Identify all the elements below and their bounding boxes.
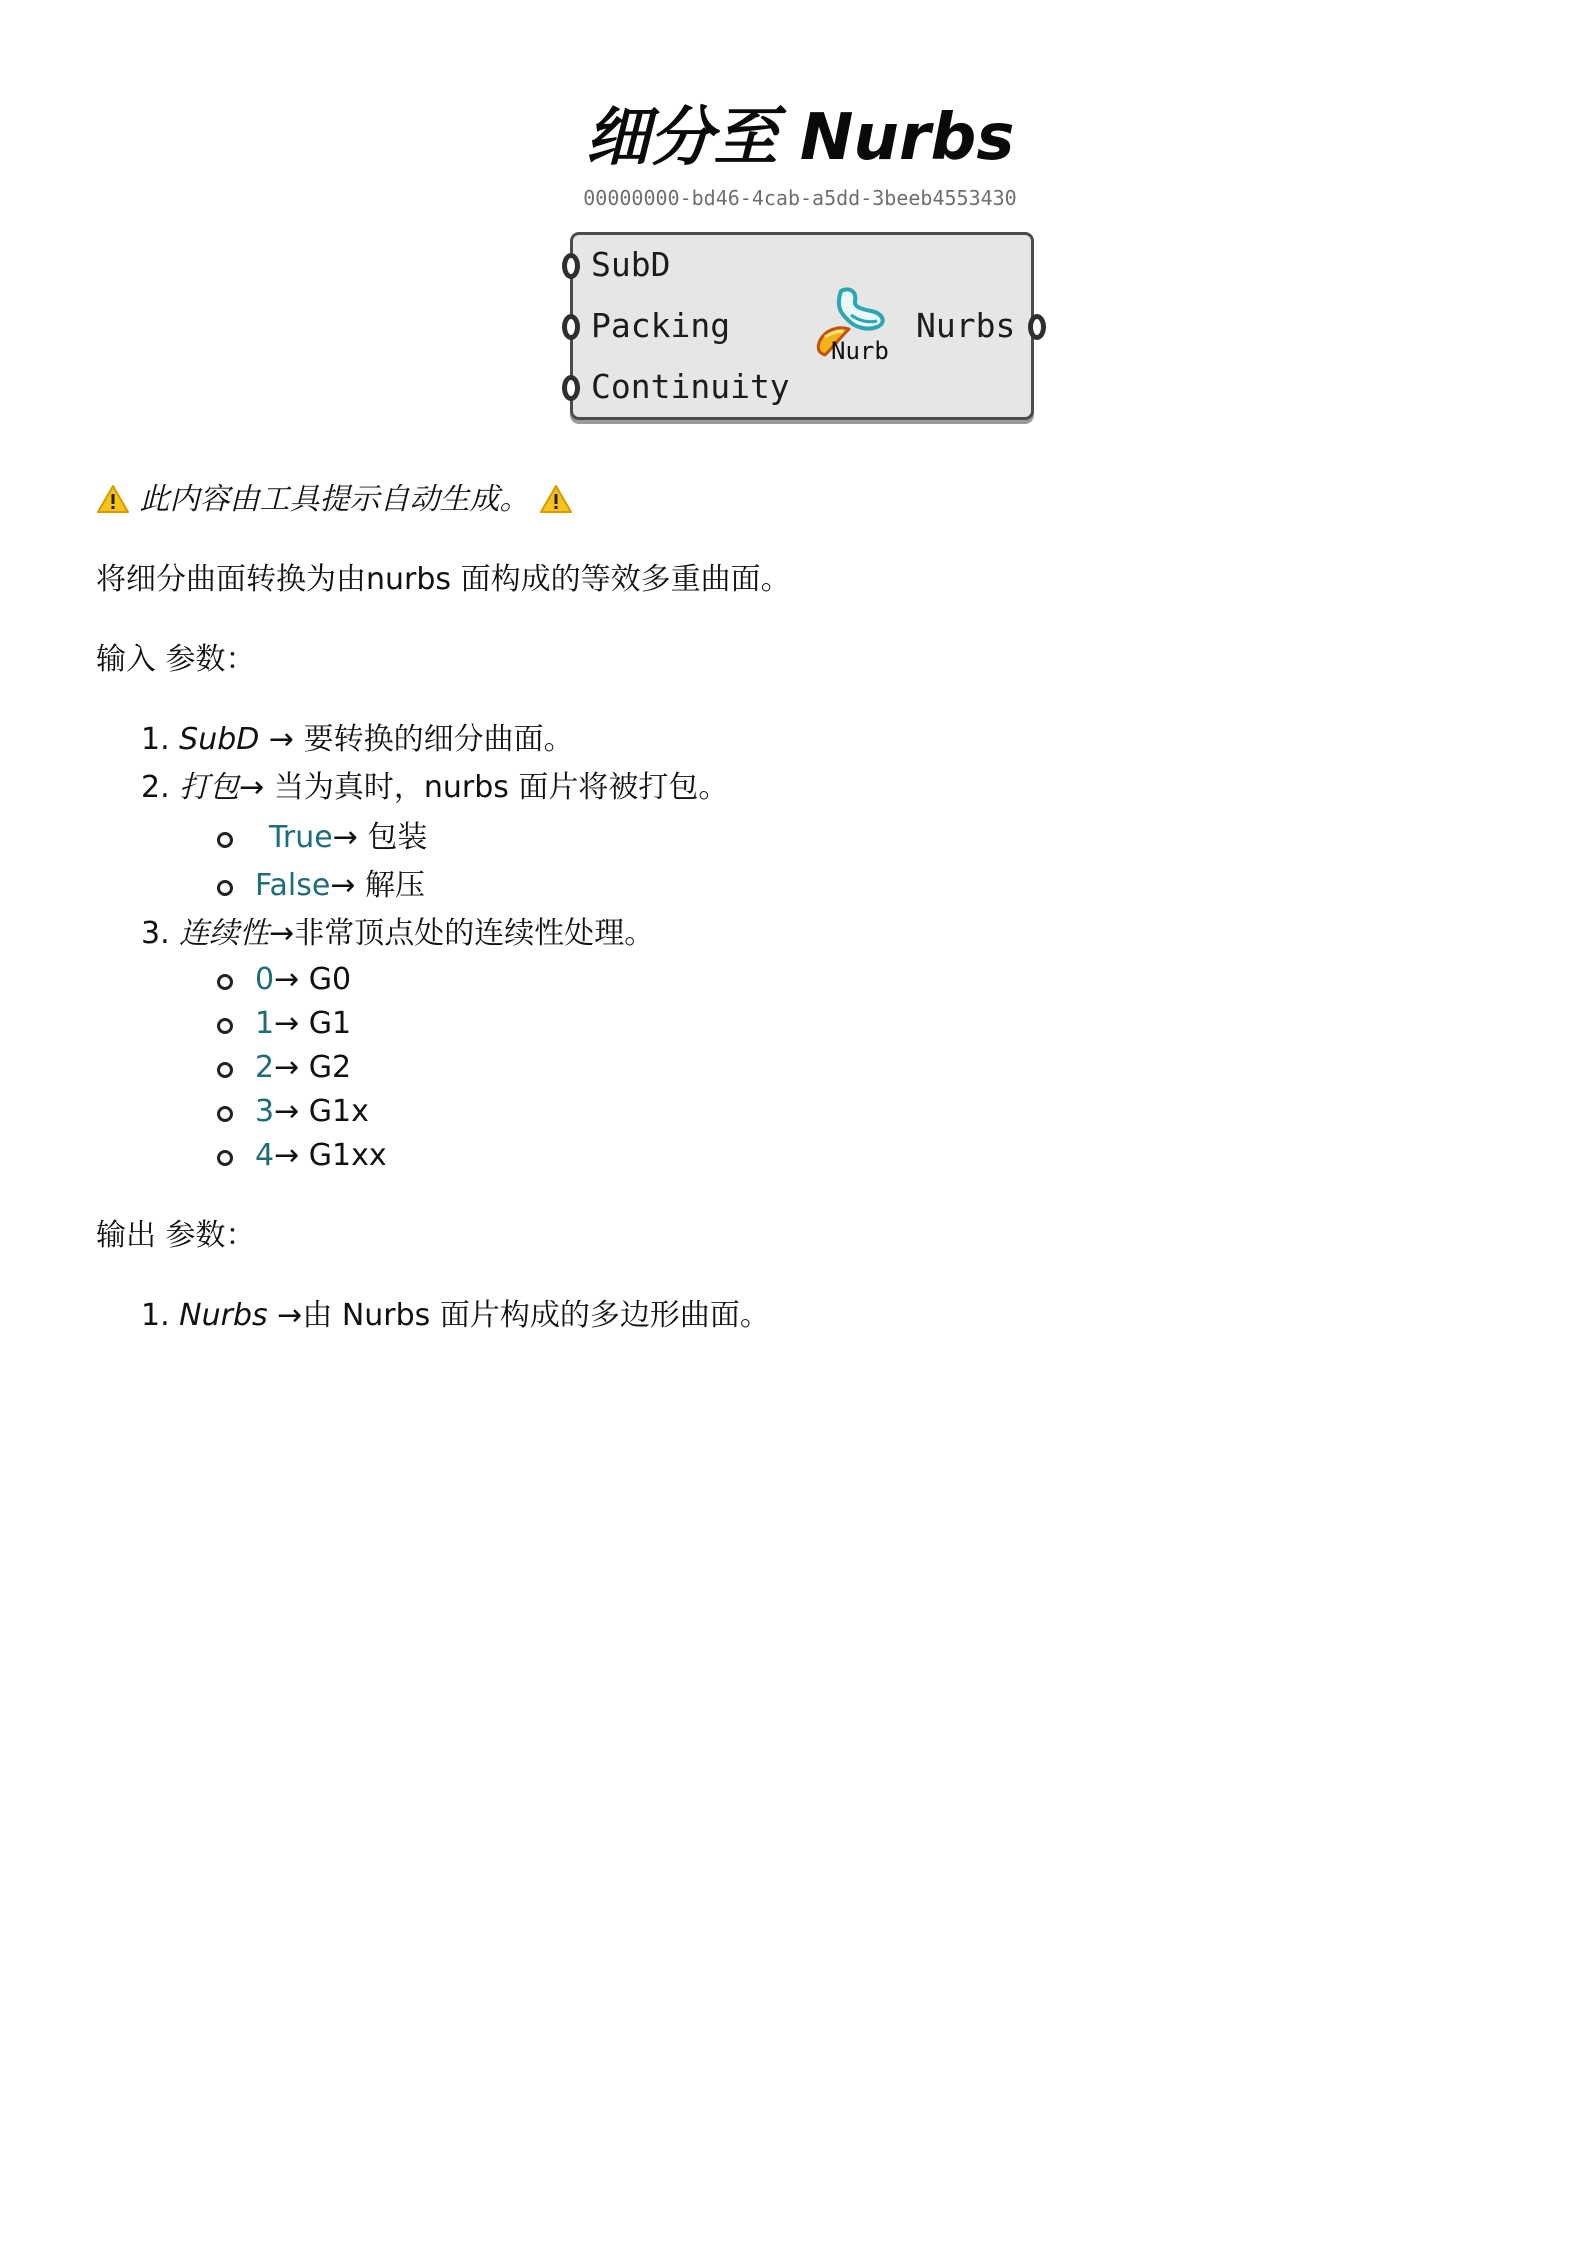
output-item-nurbs bbox=[141, 1294, 770, 1338]
option-item bbox=[255, 1134, 387, 1178]
input-desc: → 要转换的细分曲面。 bbox=[259, 722, 574, 757]
option-value: 0 bbox=[255, 962, 275, 997]
input-port-packing[interactable] bbox=[562, 314, 580, 340]
option-desc: → G0 bbox=[274, 962, 352, 997]
warning-text: 此内容由工具提示自动生成。 bbox=[139, 482, 530, 517]
output-label-nurbs: Nurbs bbox=[916, 306, 1016, 345]
input-name: 打包 bbox=[179, 770, 240, 805]
option-item bbox=[269, 816, 427, 860]
input-port-continuity[interactable] bbox=[562, 375, 580, 401]
subd-to-nurbs-icon bbox=[811, 285, 907, 369]
list-number: 1. bbox=[141, 722, 170, 757]
warning-icon bbox=[96, 484, 130, 514]
inputs-heading: 输入 参数： bbox=[96, 642, 256, 677]
component-description: 将细分曲面转换为由nurbs 面构成的等效多重曲面。 bbox=[96, 562, 791, 597]
option-desc: → G1x bbox=[274, 1094, 369, 1129]
option-desc: → G1 bbox=[274, 1006, 352, 1041]
bullet-icon bbox=[217, 1018, 233, 1034]
bullet-icon bbox=[217, 1106, 233, 1122]
input-desc: →非常顶点处的连续性处理。 bbox=[269, 916, 655, 951]
option-value: 4 bbox=[255, 1138, 275, 1173]
input-item-subd bbox=[141, 718, 574, 762]
list-number: 2. bbox=[141, 770, 170, 805]
component-block[interactable] bbox=[570, 232, 1034, 420]
option-value: False bbox=[255, 868, 331, 903]
option-item bbox=[255, 1090, 369, 1134]
page-title: 细分至 Nurbs bbox=[585, 101, 1015, 175]
list-number: 3. bbox=[141, 916, 170, 951]
component-guid: 00000000-bd46-4cab-a5dd-3beeb4553430 bbox=[583, 186, 1017, 210]
output-port-nurbs[interactable] bbox=[1028, 314, 1046, 340]
option-item bbox=[255, 864, 425, 908]
output-desc: →由 Nurbs 面片构成的多边形曲面。 bbox=[267, 1298, 770, 1333]
list-number: 1. bbox=[141, 1298, 170, 1333]
option-desc: → G2 bbox=[274, 1050, 352, 1085]
input-label-continuity: Continuity bbox=[591, 367, 790, 406]
auto-generated-warning bbox=[96, 478, 573, 522]
bullet-icon bbox=[217, 832, 233, 848]
input-name: SubD bbox=[179, 722, 260, 757]
input-item-packing bbox=[141, 766, 728, 810]
input-label-subd: SubD bbox=[591, 245, 671, 284]
icon-text: Nurb bbox=[831, 337, 889, 365]
option-item bbox=[255, 958, 351, 1002]
input-name: 连续性 bbox=[179, 916, 270, 951]
output-name: Nurbs bbox=[179, 1298, 268, 1333]
bullet-icon bbox=[217, 1062, 233, 1078]
option-value: 3 bbox=[255, 1094, 275, 1129]
option-value: True bbox=[269, 820, 333, 855]
outputs-heading: 输出 参数： bbox=[96, 1218, 256, 1253]
option-desc: → 解压 bbox=[330, 868, 425, 903]
option-item bbox=[255, 1046, 351, 1090]
warning-icon bbox=[539, 484, 573, 514]
option-value: 1 bbox=[255, 1006, 275, 1041]
bullet-icon bbox=[217, 880, 233, 896]
option-value: 2 bbox=[255, 1050, 275, 1085]
input-label-packing: Packing bbox=[591, 306, 731, 345]
input-desc: → 当为真时，nurbs 面片将被打包。 bbox=[239, 770, 729, 805]
option-desc: → G1xx bbox=[274, 1138, 387, 1173]
option-item bbox=[255, 1002, 351, 1046]
option-desc: → 包装 bbox=[332, 820, 428, 855]
bullet-icon bbox=[217, 1150, 233, 1166]
input-port-subd[interactable] bbox=[562, 253, 580, 279]
bullet-icon bbox=[217, 974, 233, 990]
input-item-continuity bbox=[141, 912, 654, 956]
